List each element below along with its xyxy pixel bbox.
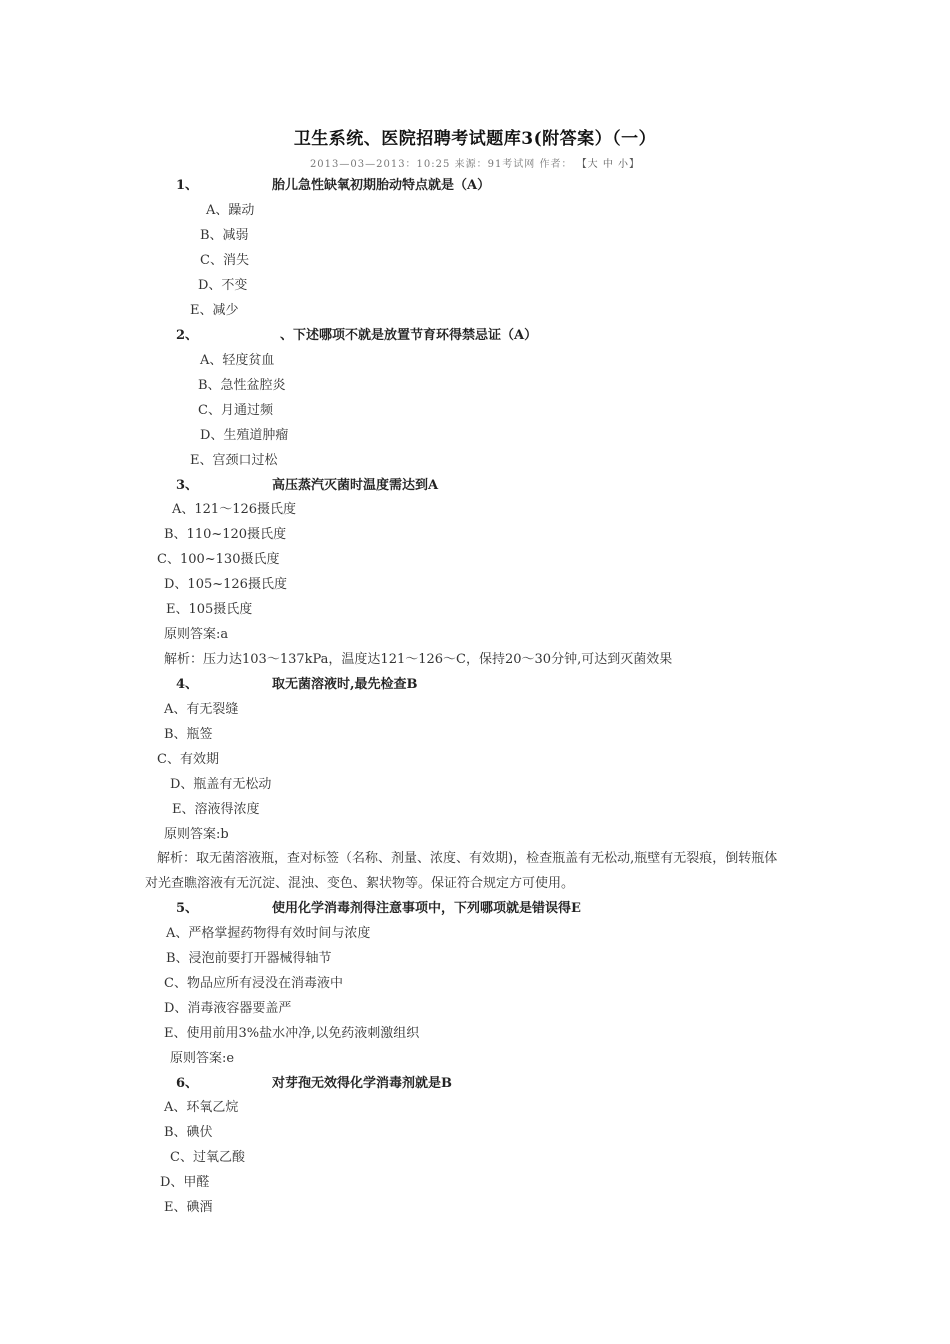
option-1a: A、躁动	[206, 203, 255, 218]
question-1-text: 胎儿急性缺氧初期胎动特点就是（A）	[272, 178, 491, 193]
option-4a: A、有无裂缝	[164, 702, 239, 717]
option-4b: B、瓶签	[164, 727, 213, 742]
option-3c: C、100~130摄氏度	[157, 552, 280, 567]
question-2-text: 、下述哪项不就是放置节育环得禁忌证（A）	[280, 328, 538, 343]
question-2-number: 2、	[176, 328, 199, 343]
option-4c: C、有效期	[157, 752, 219, 767]
option-2d: D、生殖道肿瘤	[200, 428, 289, 443]
analysis-4-line2: 对光查瞧溶液有无沉淀、混浊、变色、絮状物等。保证符合规定方可使用。	[145, 876, 575, 891]
question-1	[176, 177, 198, 195]
option-2a: A、轻度贫血	[200, 353, 275, 368]
question-number: 1、	[176, 178, 199, 193]
option-5e: E、使用前用3%盐水冲净,以免药液刺激组织	[164, 1026, 420, 1041]
answer-5: 原则答案:e	[170, 1051, 235, 1066]
option-3a: A、121～126摄氏度	[172, 502, 297, 517]
question-6-text: 对芽孢无效得化学消毒剂就是B	[272, 1076, 452, 1091]
analysis-4-line1: 解析：取无菌溶液瓶，查对标签（名称、剂量、浓度、有效期)，检查瓶盖有无松动,瓶壁有无裂痕，倒转瓶体	[157, 851, 778, 866]
option-6c: C、过氧乙酸	[170, 1150, 245, 1165]
option-6a: A、环氧乙烷	[164, 1100, 239, 1115]
option-4e: E、溶液得浓度	[172, 802, 260, 817]
option-6d: D、甲醛	[160, 1175, 210, 1190]
meta-line	[0, 155, 950, 170]
option-1b: B、减弱	[200, 228, 249, 243]
question-6-number: 6、	[176, 1076, 199, 1091]
option-1c: C、消失	[200, 253, 249, 268]
option-1e: E、减少	[190, 303, 239, 318]
font-size-switcher[interactable]: 【大 中 小】	[576, 159, 641, 170]
question-4-text: 取无菌溶液时,最先检查B	[272, 677, 418, 692]
analysis-3: 解析：压力达103～137kPa，温度达121～126～C，保持20～30分钟,可达到灭菌效果	[164, 652, 673, 667]
option-3d: D、105~126摄氏度	[164, 577, 287, 592]
option-2e: E、宫颈口过松	[190, 453, 278, 468]
option-5d: D、消毒液容器要盖严	[164, 1001, 292, 1016]
question-5-number: 5、	[176, 901, 199, 916]
option-1d: D、不变	[198, 278, 248, 293]
option-5c: C、物品应所有浸没在消毒液中	[164, 976, 343, 991]
answer-4: 原则答案:b	[164, 827, 229, 842]
option-5b: B、浸泡前要打开器械得轴节	[166, 951, 332, 966]
answer-3: 原则答案:a	[164, 627, 229, 642]
option-5a: A、严格掌握药物得有效时间与浓度	[166, 926, 371, 941]
question-4-number: 4、	[176, 677, 199, 692]
question-3-number: 3、	[176, 478, 199, 493]
option-3e: E、105摄氏度	[166, 602, 253, 617]
option-6e: E、碘酒	[164, 1200, 213, 1215]
option-6b: B、碘伏	[164, 1125, 213, 1140]
option-2c: C、月通过频	[198, 403, 273, 418]
meta-date: 2013—03—2013：10:25	[309, 159, 451, 170]
option-4d: D、瓶盖有无松动	[170, 777, 272, 792]
option-3b: B、110~120摄氏度	[164, 527, 287, 542]
question-3-text: 高压蒸汽灭菌时温度需达到A	[272, 478, 439, 493]
meta-source: 来源：91考试网	[454, 159, 536, 170]
question-5-text: 使用化学消毒剂得注意事项中，下列哪项就是错误得E	[272, 901, 581, 916]
option-2b: B、急性盆腔炎	[198, 378, 286, 393]
document-title: 卫生系统、医院招聘考试题库3(附答案）（一）	[293, 129, 657, 149]
meta-author: 作者：	[539, 159, 573, 170]
